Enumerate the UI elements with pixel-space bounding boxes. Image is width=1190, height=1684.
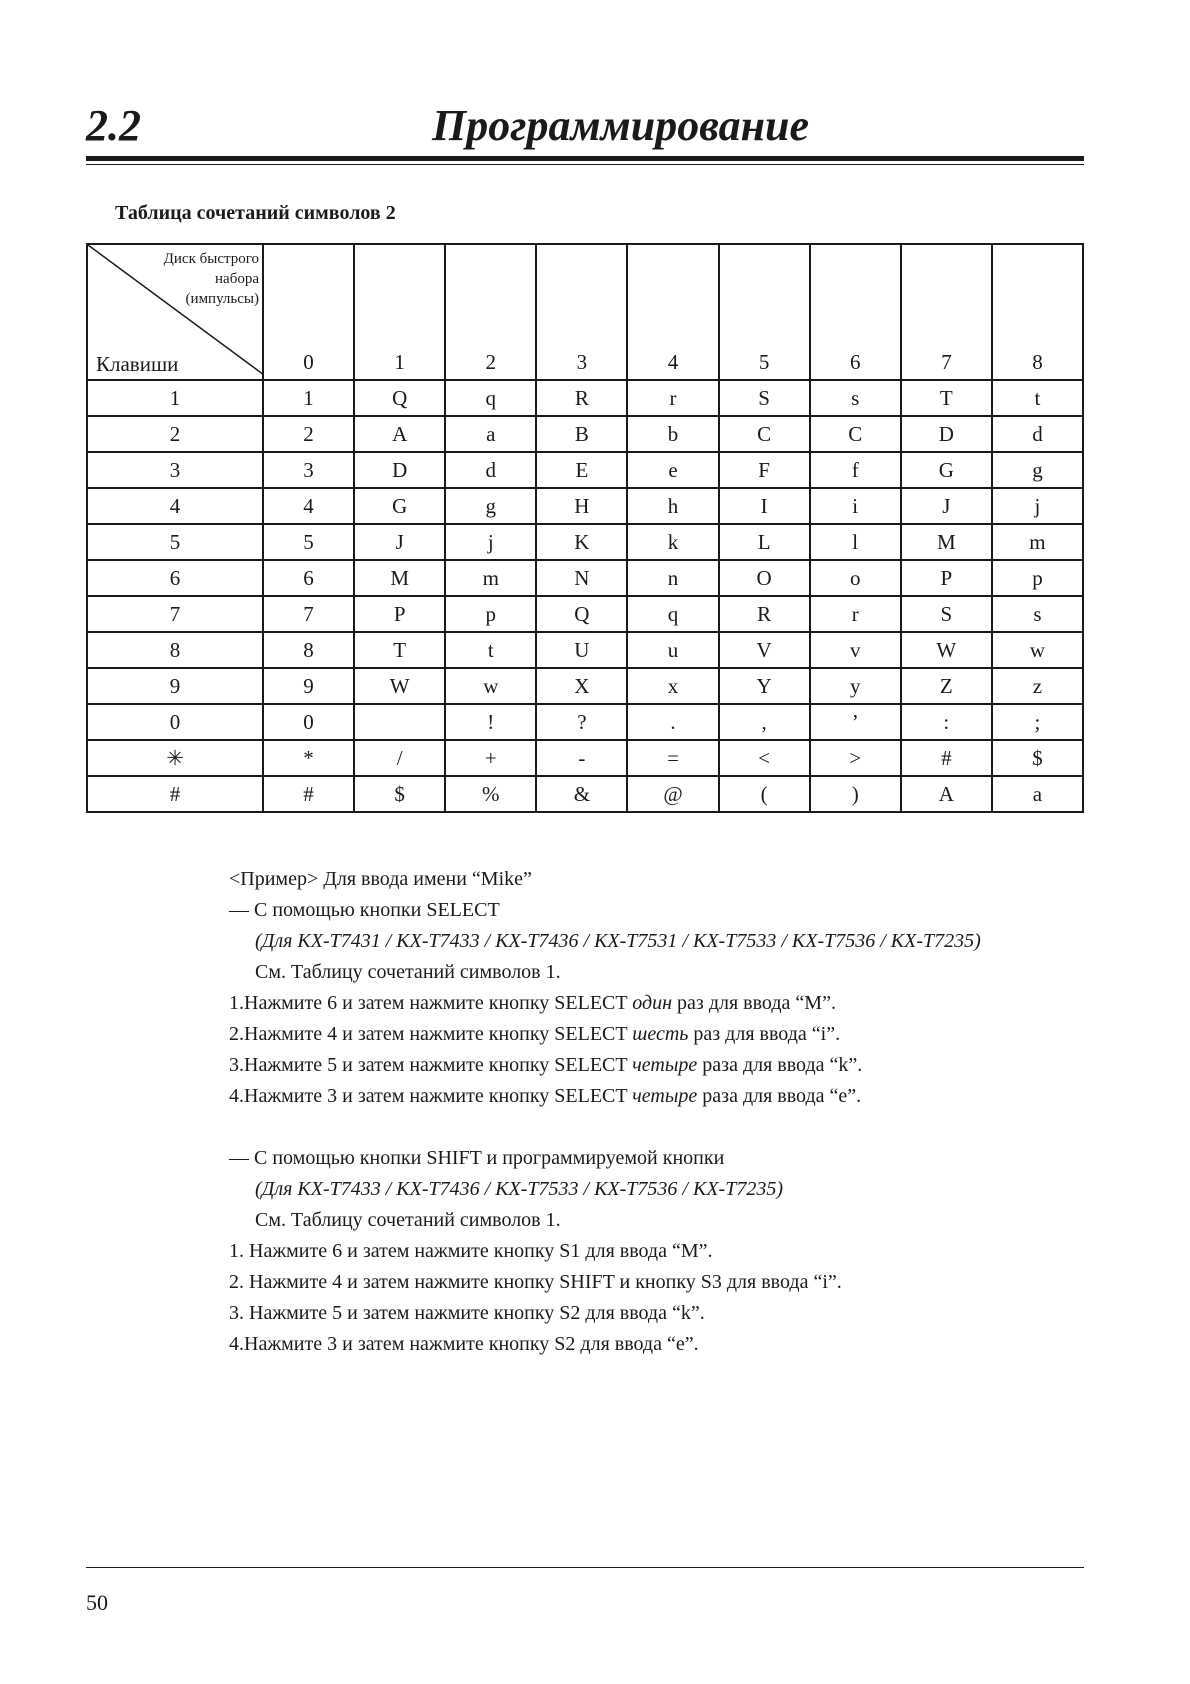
table-cell: h xyxy=(627,488,718,524)
column-header: 5 xyxy=(719,244,810,380)
table-cell: g xyxy=(445,488,536,524)
table-cell: ? xyxy=(536,704,627,740)
table-cell: E xyxy=(536,452,627,488)
table-cell: V xyxy=(719,632,810,668)
table-cell: 2 xyxy=(263,416,354,452)
table-cell: o xyxy=(810,560,901,596)
table-cell: M xyxy=(354,560,445,596)
table-cell: R xyxy=(719,596,810,632)
table-cell: q xyxy=(445,380,536,416)
table-cell: ) xyxy=(810,776,901,812)
method2-see: См. Таблицу сочетаний символов 1. xyxy=(255,1209,561,1231)
table-cell: : xyxy=(901,704,992,740)
table-cell: a xyxy=(992,776,1083,812)
row-key: 7 xyxy=(87,596,263,632)
method1-models: (Для KX-T7431 / KX-T7433 / KX-T7436 / KX-T7531 / KX-T7533 / KX-T7536 / KX-T7235) xyxy=(255,930,981,952)
table-cell: q xyxy=(627,596,718,632)
column-header: 2 xyxy=(445,244,536,380)
table-row xyxy=(87,380,1083,416)
table-cell: U xyxy=(536,632,627,668)
table-cell: m xyxy=(445,560,536,596)
row-key: 9 xyxy=(87,668,263,704)
table-cell: 6 xyxy=(263,560,354,596)
table-cell: s xyxy=(992,596,1083,632)
table-cell: % xyxy=(445,776,536,812)
table-cell: > xyxy=(810,740,901,776)
table-cell: B xyxy=(536,416,627,452)
table-row xyxy=(87,416,1083,452)
corner-label-keys: Клавиши xyxy=(96,352,179,376)
table-cell: 9 xyxy=(263,668,354,704)
table-cell: P xyxy=(901,560,992,596)
table-cell: v xyxy=(810,632,901,668)
table-cell: $ xyxy=(992,740,1083,776)
page-header xyxy=(86,100,1084,160)
column-header: 4 xyxy=(627,244,718,380)
table-cell: & xyxy=(536,776,627,812)
table-row xyxy=(87,704,1083,740)
table-row xyxy=(87,560,1083,596)
table-cell: 3 xyxy=(263,452,354,488)
table-cell: Q xyxy=(536,596,627,632)
table-cell: N xyxy=(536,560,627,596)
table-row xyxy=(87,488,1083,524)
table-cell: 1 xyxy=(263,380,354,416)
table-cell: J xyxy=(354,524,445,560)
table-cell: Q xyxy=(354,380,445,416)
example-section xyxy=(229,864,981,1360)
table-cell: f xyxy=(810,452,901,488)
row-key: ✳ xyxy=(87,740,263,776)
table-cell: p xyxy=(992,560,1083,596)
column-header: 1 xyxy=(354,244,445,380)
table-cell: a xyxy=(445,416,536,452)
row-key: 1 xyxy=(87,380,263,416)
table-cell: H xyxy=(536,488,627,524)
table-cell: P xyxy=(354,596,445,632)
table-cell: e xyxy=(627,452,718,488)
table-cell: t xyxy=(992,380,1083,416)
method1-step: 3.Нажмите 5 и затем нажмите кнопку SELECT четыре раза для ввода “k”. xyxy=(229,1054,863,1076)
table-row xyxy=(87,524,1083,560)
table-cell: 4 xyxy=(263,488,354,524)
table-cell: A xyxy=(901,776,992,812)
table-cell: X xyxy=(536,668,627,704)
method2-step: 1. Нажмите 6 и затем нажмите кнопку S1 для ввода “M”. xyxy=(229,1240,713,1262)
table-cell: z xyxy=(992,668,1083,704)
method2-step: 4.Нажмите 3 и затем нажмите кнопку S2 для ввода “e”. xyxy=(229,1333,699,1355)
column-header: 8 xyxy=(992,244,1083,380)
character-table xyxy=(86,243,1084,813)
table-cell: S xyxy=(901,596,992,632)
method2-models: (Для KX-T7433 / KX-T7436 / KX-T7533 / KX-T7536 / KX-T7235) xyxy=(255,1178,783,1200)
table-row xyxy=(87,776,1083,812)
table-row xyxy=(87,668,1083,704)
table-cell: y xyxy=(810,668,901,704)
table-cell: C xyxy=(810,416,901,452)
table-cell: + xyxy=(445,740,536,776)
table-cell: ( xyxy=(719,776,810,812)
corner-label-dial: Диск быстрого набора (импульсы) xyxy=(163,251,259,307)
table-cell: G xyxy=(354,488,445,524)
table-cell: . xyxy=(627,704,718,740)
table-cell: < xyxy=(719,740,810,776)
table-cell: r xyxy=(627,380,718,416)
table-cell: # xyxy=(901,740,992,776)
table-cell: u xyxy=(627,632,718,668)
table-cell: - xyxy=(536,740,627,776)
column-header: 3 xyxy=(536,244,627,380)
table-header-row xyxy=(87,244,1083,380)
table-cell: O xyxy=(719,560,810,596)
table-cell: R xyxy=(536,380,627,416)
table-cell: 8 xyxy=(263,632,354,668)
table-cell: p xyxy=(445,596,536,632)
table-cell: C xyxy=(719,416,810,452)
row-key: 4 xyxy=(87,488,263,524)
table-cell: = xyxy=(627,740,718,776)
table-cell: x xyxy=(627,668,718,704)
table-cell: ’ xyxy=(810,704,901,740)
table-cell: l xyxy=(810,524,901,560)
section-number: 2.2 xyxy=(86,101,141,150)
table-corner-cell xyxy=(87,244,263,380)
table-row xyxy=(87,596,1083,632)
row-key: 6 xyxy=(87,560,263,596)
table-cell: n xyxy=(627,560,718,596)
table-cell: k xyxy=(627,524,718,560)
table-cell: , xyxy=(719,704,810,740)
table-cell xyxy=(354,704,445,740)
table-cell: A xyxy=(354,416,445,452)
table-cell: Z xyxy=(901,668,992,704)
table-cell: ; xyxy=(992,704,1083,740)
table-cell: D xyxy=(901,416,992,452)
table-cell: w xyxy=(992,632,1083,668)
table-cell: s xyxy=(810,380,901,416)
method2-heading: — С помощью кнопки SHIFT и программируемой кнопки xyxy=(229,1147,725,1169)
table-cell: / xyxy=(354,740,445,776)
table-cell: d xyxy=(992,416,1083,452)
table-cell: m xyxy=(992,524,1083,560)
table-cell: @ xyxy=(627,776,718,812)
table-cell: $ xyxy=(354,776,445,812)
table-cell: M xyxy=(901,524,992,560)
header-rule-thick xyxy=(86,156,1084,161)
table-cell: j xyxy=(445,524,536,560)
row-key: # xyxy=(87,776,263,812)
page-number: 50 xyxy=(86,1590,108,1615)
table-cell: J xyxy=(901,488,992,524)
table-cell: b xyxy=(627,416,718,452)
table-cell: # xyxy=(263,776,354,812)
table-cell: Y xyxy=(719,668,810,704)
table-cell: G xyxy=(901,452,992,488)
method2-step: 2. Нажмите 4 и затем нажмите кнопку SHIFT и кнопку S3 для ввода “i”. xyxy=(229,1271,842,1293)
table-cell: 7 xyxy=(263,596,354,632)
table-cell: g xyxy=(992,452,1083,488)
table-cell: t xyxy=(445,632,536,668)
column-header: 0 xyxy=(263,244,354,380)
table-cell: d xyxy=(445,452,536,488)
table-cell: j xyxy=(992,488,1083,524)
row-key: 8 xyxy=(87,632,263,668)
method2-steps xyxy=(229,1236,981,1360)
method1-step: 2.Нажмите 4 и затем нажмите кнопку SELECT шесть раз для ввода “i”. xyxy=(229,1023,841,1045)
method1-step: 4.Нажмите 3 и затем нажмите кнопку SELECT четыре раза для ввода “e”. xyxy=(229,1085,862,1107)
section-title: Программирование xyxy=(432,101,810,150)
table-cell: i xyxy=(810,488,901,524)
method1-see: См. Таблицу сочетаний символов 1. xyxy=(255,961,561,983)
table-cell: w xyxy=(445,668,536,704)
table-cell: S xyxy=(719,380,810,416)
table-row xyxy=(87,740,1083,776)
table-cell: T xyxy=(354,632,445,668)
method1-step: 1.Нажмите 6 и затем нажмите кнопку SELECT один раз для ввода “M”. xyxy=(229,992,836,1014)
table-cell: * xyxy=(263,740,354,776)
table-row xyxy=(87,632,1083,668)
row-key: 0 xyxy=(87,704,263,740)
table-caption: Таблица сочетаний символов 2 xyxy=(115,202,396,224)
column-header: 6 xyxy=(810,244,901,380)
table-cell: W xyxy=(901,632,992,668)
table-cell: r xyxy=(810,596,901,632)
table-cell: K xyxy=(536,524,627,560)
method2-step: 3. Нажмите 5 и затем нажмите кнопку S2 для ввода “k”. xyxy=(229,1302,705,1324)
table-cell: W xyxy=(354,668,445,704)
table-cell: 5 xyxy=(263,524,354,560)
table-cell: T xyxy=(901,380,992,416)
table-cell: ! xyxy=(445,704,536,740)
method1-steps xyxy=(229,988,981,1112)
table-cell: F xyxy=(719,452,810,488)
row-key: 3 xyxy=(87,452,263,488)
table-cell: I xyxy=(719,488,810,524)
method1-heading: — С помощью кнопки SELECT xyxy=(229,899,500,921)
table-cell: L xyxy=(719,524,810,560)
header-rule-thin xyxy=(86,164,1084,165)
footer-rule xyxy=(86,1567,1084,1568)
table-row xyxy=(87,452,1083,488)
table-cell: D xyxy=(354,452,445,488)
row-key: 2 xyxy=(87,416,263,452)
example-title: <Пример> Для ввода имени “Mike” xyxy=(229,868,532,890)
column-header: 7 xyxy=(901,244,992,380)
row-key: 5 xyxy=(87,524,263,560)
table-cell: 0 xyxy=(263,704,354,740)
